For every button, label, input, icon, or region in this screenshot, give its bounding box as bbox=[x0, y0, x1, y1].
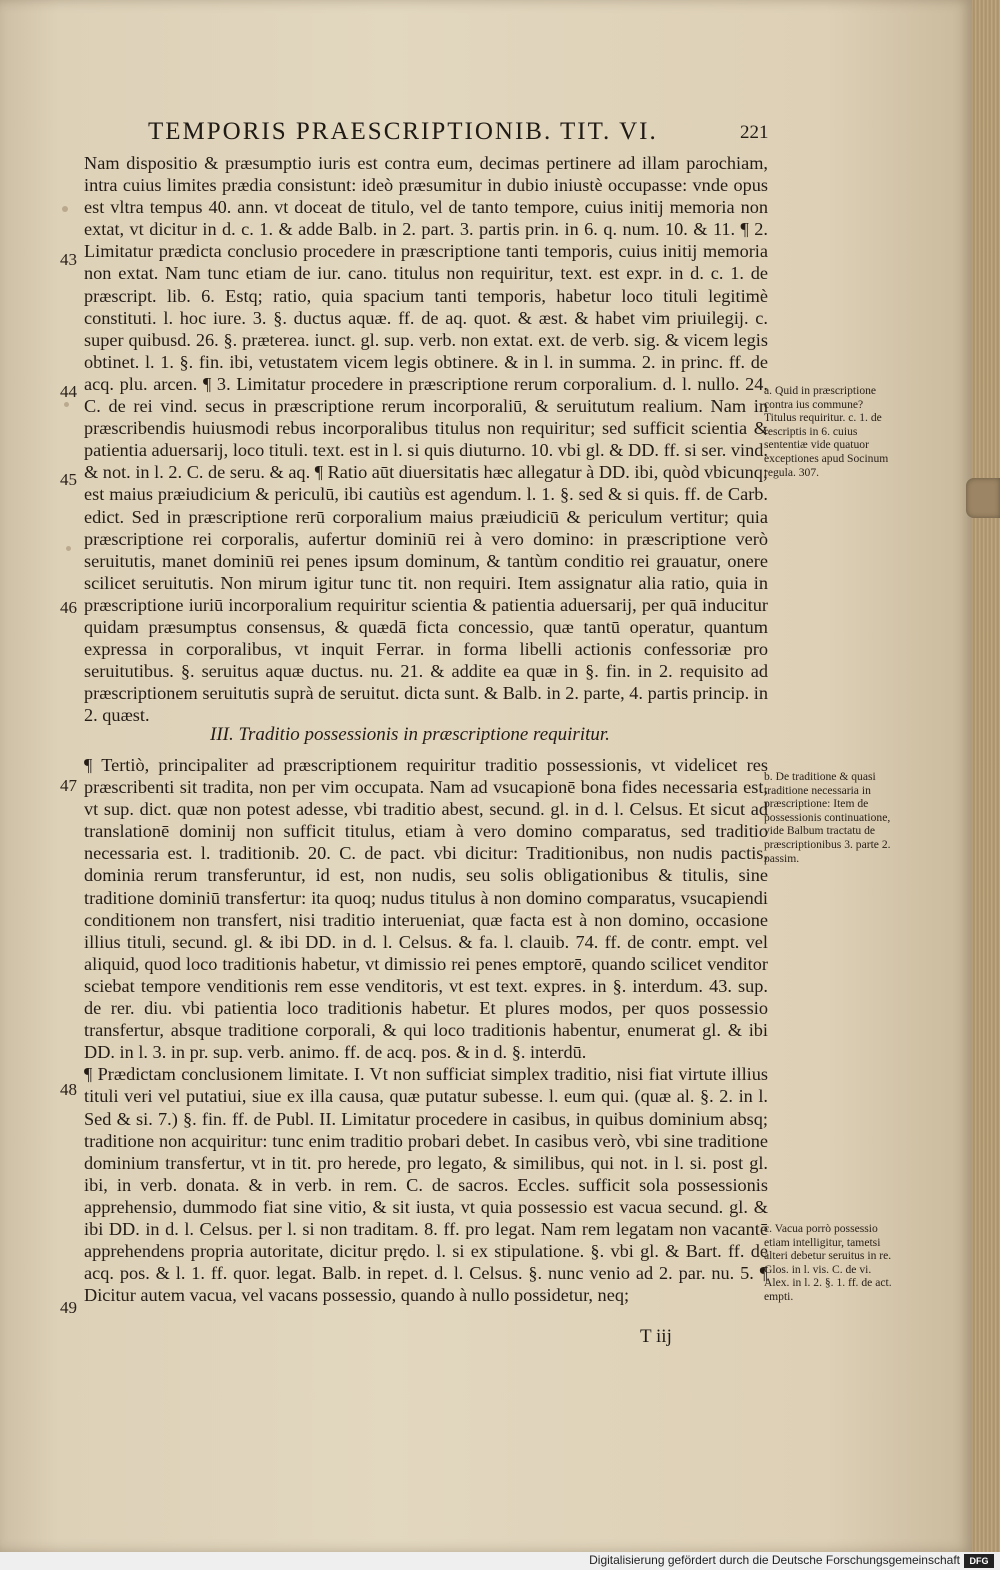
line-number: 46 bbox=[60, 598, 77, 617]
line-number: 43 bbox=[60, 250, 77, 269]
footer-credit: Digitalisierung gefördert durch die Deutsche Forschungsgemeinschaft bbox=[589, 1553, 960, 1567]
paragraph: ¶ Tertiò, principaliter ad præscriptionem requiritur traditio possessionis, vt videlicet res præscribenti sit tradita, non per vim occupata. Nam ad vsucapionē bona fides necessaria est, vt sup. dict. quæ non potest adesse, vbi traditio abest, secund. gl. in d. l. Celsus. Et sicut ad translationē dominij non sufficit titulus, etiam à vero domino comparatus, sed traditio necessaria est. l. traditionib. 20. C. de pact. vbi dicitur: Traditionibus, non nudis pactis, dominia rerum transferuntur, id est, non nudis, seu solis obligationibus & titulis, sine traditione dominiū transfertur: ita quoq; nudus titulus à non domino comparatus, vsucapiendi conditionem non transfert, nisi traditio interueniat, quæ facta est à non domino, occasione illius tituli, secund. gl. & ibi DD. in d. l. Celsus. & fa. l. clauib. 74. ff. de contr. empt. vel aliquid, quod loco traditionis habetur, vt dimissio rei penes emptorē, quando scilicet venditor sciebat tempore venditionis rem esse venditoris, vt est text. expres. in §. interdum. 43. sup. de rer. diu. vbi patientia loco traditionis habetur. Et plures modos, per quos possessio transfertur, absque traditione corporali, & qui loco traditionis habentur, enumerat gl. & ibi DD. in l. 3. in pr. sup. verb. animo. ff. de acq. pos. & in d. §. interdū. bbox=[84, 755, 768, 1063]
body-text-upper bbox=[84, 152, 768, 726]
book-clasp bbox=[966, 478, 1000, 518]
line-number: 44 bbox=[60, 382, 77, 401]
line-number: 48 bbox=[60, 1080, 77, 1099]
page-edge bbox=[972, 0, 1000, 1552]
worm-hole bbox=[64, 402, 69, 407]
worm-hole bbox=[62, 206, 68, 212]
running-head: TEMPORIS PRAESCRIPTIONIB. TIT. VI. bbox=[148, 118, 658, 145]
paragraph: ¶ Prædictam conclusionem limitate. I. Vt non sufficiat simplex traditio, nisi fiat virtute illius tituli veri vel putatiui, siue ex illa causa, quæ putatur subesse. l. eum qui. (quæ al. §. 2. in l. Sed & si. 7.) §. fin. ff. de Publ. II. Limitatur procedere in casibus, in quibus dominium absq; traditione non acquiritur: tunc enim traditio probari debet. In casibus verò, vbi sine traditione dominium transfertur, vt in tit. pro herede, pro legato, & similibus, qui not. in l. si. post gl. ibi, in verb. donata. & in verb. in rem. C. de sacros. Eccles. sufficit sola possessionis apprehensio, dummodo fiat sine vitio, & sit iusta, vt quia possessio est vacua secund. gl. & ibi DD. in d. l. Celsus. per l. si non traditam. 8. ff. pro legat. Nam rem legatam non vacantē apprehendens propria autoritate, dicitur prędo. l. si ex stipulatione. §. vbi gl. & Bart. ff. de acq. pos. & l. 1. ff. quor. legat. Balb. in repet. d. l. Celsus. §. nunc venio ad 2. par. nu. 5. ¶ Dicitur autem vacua, vel vacans possessio, quando à nullo possidetur, neq; bbox=[84, 1064, 768, 1306]
section-heading: III. Traditio possessionis in præscriptione requiritur. bbox=[210, 724, 610, 745]
paragraph: Nam dispositio & præsumptio iuris est contra eum, decimas pertinere ad illam parochiam, intra cuius limites prædia consistunt: ideò præsumitur in dubio iniustè occupasse: vnde opus est vltra tempus 40. ann. vt doceat de titulo, vel de tanto tempore, cuius initij memoria non extat, vt dicitur in d. c. 1. & adde Balb. in 2. part. 3. partis prin. in 6. q. num. 10. & 11. ¶ 2. Limitatur prædicta conclusio procedere in præscriptione tanti temporis, cuius initij memoria non extat. Nam tunc etiam de iur. cano. titulus non requiritur, text. est expr. in d. c. 1. de præscript. lib. 6. Estq; ratio, quia spacium tanti temporis, habetur loco tituli legitimè constituti. l. hoc iure. 3. §. ductus aquæ. ff. de aq. quot. & æst. & habet vim priuilegij. c. super quibusd. 26. §. præterea. iunct. gl. sup. verb. non extat. ext. de verb. sig. & vicem legis obtinet. l. 1. §. fin. ibi, vetustatem vicem legis obtinere. & in l. in summa. 2. in princ. ff. de acq. plu. arcen. ¶ 3. Limitatur procedere in præscriptione rerum corporalium. d. l. nullo. 24. C. de rei vind. secus in præscriptione rerum incorporaliū, & seruitutum realium. Nam in præscribendis huiusmodi rebus incorporalibus titulus non requiritur; sed sufficit scientia & patientia aduersarij, loco tituli. text. est in l. si quis diuturno. 10. vbi gl. & DD. ff. si ser. vind. & not. in l. 2. C. de seru. & aq. ¶ Ratio aūt diuersitatis hæc allegatur à DD. ibi, quòd vbicunq; est maius præiudicium & periculū, ibi cautiùs est agendum. l. 1. §. sed & si quis. ff. de Carb. edict. Sed in præscriptione rerū corporalium maius præiudiciū & periculum vertitur; quia præscriptione rei corporalis, aufertur dominiū rei à vero domino: in præscriptione verò seruitutis, manet dominiū rei penes ipsum dominum, & tantùm conditio rei grauatur, onere scilicet seruitutis. Non mirum igitur tunc tit. non requiri. Item assignatur alia ratio, quia in præscriptione iuriū incorporalium requiritur scientia & patientia aduersarij, per quā inducitur quidam præsumptus consensus, & quædā ficta concessio, quæ tantū operatur, quantum expressa in corporalibus, vt inquit Ferrar. in forma libelli actionis confessoriæ pro seruitutibus. §. seruitus aquæ ductus. nu. 21. & addite ea quæ in §. fin. in 2. requisito ad præscriptionem seruitutis suprà de seruitut. dicta sunt. & Balb. in 2. parte, 4. partis princip. in 2. quæst. bbox=[84, 153, 768, 726]
folio-number: 221 bbox=[740, 122, 769, 143]
margin-note: a. Quid in præscriptione contra ius commune? Titulus requiritur. c. 1. de rescriptis in 6. cuius sententiæ vide quatuor exceptiones apud Socinum regula. 307. bbox=[764, 384, 889, 479]
margin-note: c. Vacua porrò possessio etiam intelligitur, tametsi alteri debetur seruitus in re. Glos. in l. vis. C. de vi. Alex. in l. 2. §. 1. ff. de act. empti. bbox=[764, 1222, 892, 1303]
line-number: 47 bbox=[60, 776, 77, 795]
margin-note: b. De traditione & quasi traditione necessaria in præscriptione: Item de possessionis continuatione, vide Balbum tractatu de præscriptionibus 3. parte 2. passim. bbox=[764, 770, 891, 865]
body-text-lower bbox=[84, 754, 768, 1306]
worm-hole bbox=[66, 546, 71, 551]
catchword: T iij bbox=[640, 1326, 672, 1347]
dfg-logo-icon: DFG bbox=[964, 1554, 994, 1568]
line-number: 45 bbox=[60, 470, 77, 489]
line-number: 49 bbox=[60, 1298, 77, 1317]
